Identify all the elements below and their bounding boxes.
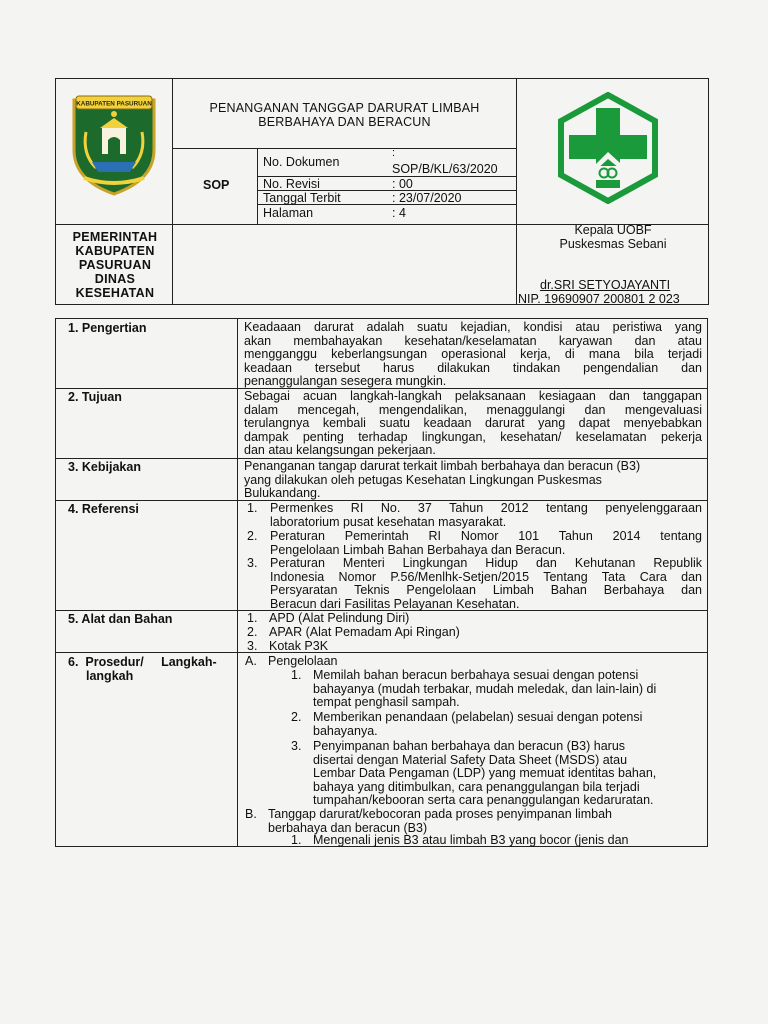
section-text-kebijakan <box>244 460 702 501</box>
prosedur-b-heading <box>245 808 685 836</box>
signer-name: dr.SRI SETYOJAYANTI <box>540 278 671 292</box>
prosedur-b-item-1-number: 1. <box>291 833 302 847</box>
prosedur-a3-line-2: disertai dengan Material Safety Data Sheet (MSDS) atau <box>313 752 628 767</box>
section-label-kebijakan: 3. Kebijakan <box>68 460 141 474</box>
field-value-tanggal-terbit: : 23/07/2020 <box>392 191 462 205</box>
gov-line-4: DINAS <box>94 272 136 286</box>
gov-line-3: PASURUAN <box>78 258 152 272</box>
pengertian-line-3: mengganggu keberlangsungan operasional kerja, di mana bila terjadi <box>244 347 702 362</box>
prosedur-b-item-1-text: Mengenali jenis B3 atau limbah B3 yang bocor (jenis dan <box>313 833 629 847</box>
referensi-item-2-number: 2. <box>247 529 258 543</box>
field-label-no-revisi: No. Revisi <box>263 177 320 191</box>
referensi-1-line-1: Permenkes RI No. 37 Tahun 2012 tentang penyelenggaraan <box>270 501 702 515</box>
prosedur-a-title: Pengelolaan <box>268 654 338 668</box>
prosedur-a-letter: A. <box>245 654 257 668</box>
tujuan-line-1: Sebagai acuan langkah-langkah pelaksanaan kesiagaan dan tanggapan <box>244 389 702 403</box>
pengertian-line-5: penanggulangan sesegera mungkin. <box>244 374 447 389</box>
field-value-halaman: : 4 <box>392 206 406 220</box>
prosedur-a3-line-1: Penyimpanan bahan berbahaya dan beracun (B3) harus <box>313 739 626 753</box>
emblem-banner-text: KABUPATEN PASURUAN <box>76 100 152 108</box>
section-text-tujuan <box>244 390 702 458</box>
prosedur-a-item-2 <box>291 711 701 739</box>
referensi-3-line-2: Indonesia Nomor P.56/Menlhk-Setjen/2015 Tentang Tata Cara dan <box>270 569 702 584</box>
section-text-pengertian <box>244 321 702 389</box>
section-label-referensi: 4. Referensi <box>68 502 139 516</box>
field-label-no-dokumen: No. Dokumen <box>263 155 340 169</box>
alat-item-1-text: APD (Alat Pelindung Diri) <box>269 611 410 625</box>
pengertian-line-4: keadaan tersebut harus dilakukan tindakan pengendalian dan <box>244 360 702 375</box>
prosedur-a-heading <box>245 655 445 669</box>
kebijakan-line-1: Penanganan tangap darurat terkait limbah berbahaya dan beracun (B3) <box>244 459 641 473</box>
referensi-item-1 <box>247 502 702 530</box>
field-label-tanggal-terbit: Tanggal Terbit <box>263 191 341 205</box>
referensi-item-2 <box>247 530 702 558</box>
prosedur-a3-line-5: tumpahan/kebooran serta cara penanggulangan kedaruratan. <box>313 793 654 808</box>
pengertian-line-1: Keadaaan darurat adalah suatu kejadian, kondisi atau peristiwa yang <box>244 320 702 334</box>
sop-title-line-1: PENANGANAN TANGGAP DARURAT LIMBAH <box>209 101 480 115</box>
prosedur-b-letter: B. <box>245 807 257 821</box>
section-label-prosedur <box>68 655 232 683</box>
prosedur-a2-line-2: bahayanya. <box>313 723 378 738</box>
tujuan-line-5: dan atau kelangsungan pekerjaan. <box>244 443 436 458</box>
puskesmas-logo-icon <box>552 92 664 204</box>
field-value-no-revisi: : 00 <box>392 177 413 191</box>
alat-item-2 <box>247 626 547 640</box>
referensi-1-line-2: laboratorium pusat kesehatan masyarakat. <box>270 514 507 529</box>
section-label-tujuan: 2. Tujuan <box>68 390 122 404</box>
prosedur-a-item-3 <box>291 740 701 810</box>
referensi-item-3 <box>247 557 702 613</box>
kebijakan-line-2: yang dilakukan oleh petugas Kesehatan Lingkungan Puskesmas <box>244 472 602 487</box>
prosedur-a-item-1 <box>291 669 701 711</box>
tujuan-line-4: dampak penting terhadap lingkungan, kesehatan/ keselamatan pekerja <box>244 429 702 444</box>
kepala-title <box>517 223 709 251</box>
prosedur-a2-line-1: Memberikan penandaan (pelabelan) sesuai dengan potensi <box>313 710 643 724</box>
tujuan-line-2: dalam mencegah, mengendalikan, menaggulangi dan mengevaluasi <box>244 402 702 417</box>
prosedur-a-item-1-number: 1. <box>291 668 302 682</box>
referensi-2-line-2: Pengelolaan Limbah Bahan Berbahaya dan Beracun. <box>270 542 566 557</box>
alat-item-3-number: 3. <box>247 639 258 653</box>
section-label-pengertian: 1. Pengertian <box>68 321 147 335</box>
tujuan-line-3: terulangnya kembali suatu keadaan darurat yang dapat menyebabkan <box>244 416 702 431</box>
prosedur-a3-line-4: bahaya yang ditimbulkan, cara penanggulangan bila terjadi <box>313 779 640 794</box>
referensi-3-line-4: Beracun dari Fasilitas Pelayanan Kesehatan. <box>270 596 520 611</box>
alat-item-2-number: 2. <box>247 625 258 639</box>
government-unit <box>58 230 172 300</box>
referensi-2-line-1: Peraturan Pemerintah RI Nomor 101 Tahun 2014 tentang <box>270 529 702 543</box>
signer-nip: NIP. 19690907 200801 2 023 <box>518 292 680 306</box>
prosedur-a1-line-2: bahayanya (mudah terbakar, mudah meledak, dan lain-lain) di <box>313 681 657 696</box>
prosedur-b-line-2: berbahaya dan beracun (B3) <box>268 820 428 835</box>
kepala-line-2: Puskesmas Sebani <box>559 237 667 251</box>
alat-item-3 <box>247 640 547 654</box>
prosedur-b-item-1 <box>291 834 701 848</box>
prosedur-a1-line-3: tempat penghasil sampah. <box>313 695 460 710</box>
referensi-3-line-1: Peraturan Menteri Lingkungan Hidup dan Kehutanan Republik <box>270 556 702 570</box>
prosedur-a-item-2-number: 2. <box>291 710 302 724</box>
gov-line-1: PEMERINTAH <box>72 230 158 244</box>
field-value-no-dokumen-colon: : <box>392 147 396 159</box>
prosedur-a-item-3-number: 3. <box>291 739 302 753</box>
sop-title-line-2: BERBAHAYA DAN BERACUN <box>258 115 431 129</box>
prosedur-a3-line-3: Lembar Data Pengaman (LDP) yang memuat identitas bahan, <box>313 766 657 781</box>
section-label-alat-bahan: 5. Alat dan Bahan <box>68 612 173 626</box>
referensi-item-1-number: 1. <box>247 501 258 515</box>
alat-item-1-number: 1. <box>247 611 258 625</box>
alat-item-3-text: Kotak P3K <box>269 639 329 653</box>
sop-content-table <box>55 318 708 847</box>
gov-line-2: KABUPATEN <box>75 244 155 258</box>
pengertian-line-2: akan membahayakan kesehatan/keselamatan karyawan dan atau <box>244 333 702 348</box>
sop-header-box <box>55 78 709 305</box>
kabupaten-pasuruan-emblem-icon <box>68 92 160 198</box>
referensi-item-3-number: 3. <box>247 556 258 570</box>
sop-label: SOP <box>203 178 230 192</box>
field-label-halaman: Halaman <box>263 206 314 220</box>
kebijakan-line-3: Bulukandang. <box>244 486 321 501</box>
alat-item-2-text: APAR (Alat Pemadam Api Ringan) <box>269 625 460 639</box>
prosedur-b-line-1: Tanggap darurat/kebocoran pada proses penyimpanan limbah <box>268 807 612 821</box>
sop-title <box>173 101 516 129</box>
prosedur-label-line-1: 6. Prosedur/ Langkah- <box>68 655 217 669</box>
prosedur-a1-line-1: Memilah bahan beracun berbahaya sesuai dengan potensi <box>313 668 639 682</box>
field-value-no-dokumen: SOP/B/KL/63/2020 <box>392 162 498 176</box>
alat-item-1 <box>247 612 547 626</box>
prosedur-label-line-2: langkah <box>86 669 134 683</box>
referensi-3-line-3: Persyaratan Teknis Pengelolaan Limbah Bahan Berbahaya dan <box>270 583 702 598</box>
kepala-line-1: Kepala UOBF <box>574 223 652 237</box>
gov-line-5: KESEHATAN <box>75 286 155 300</box>
